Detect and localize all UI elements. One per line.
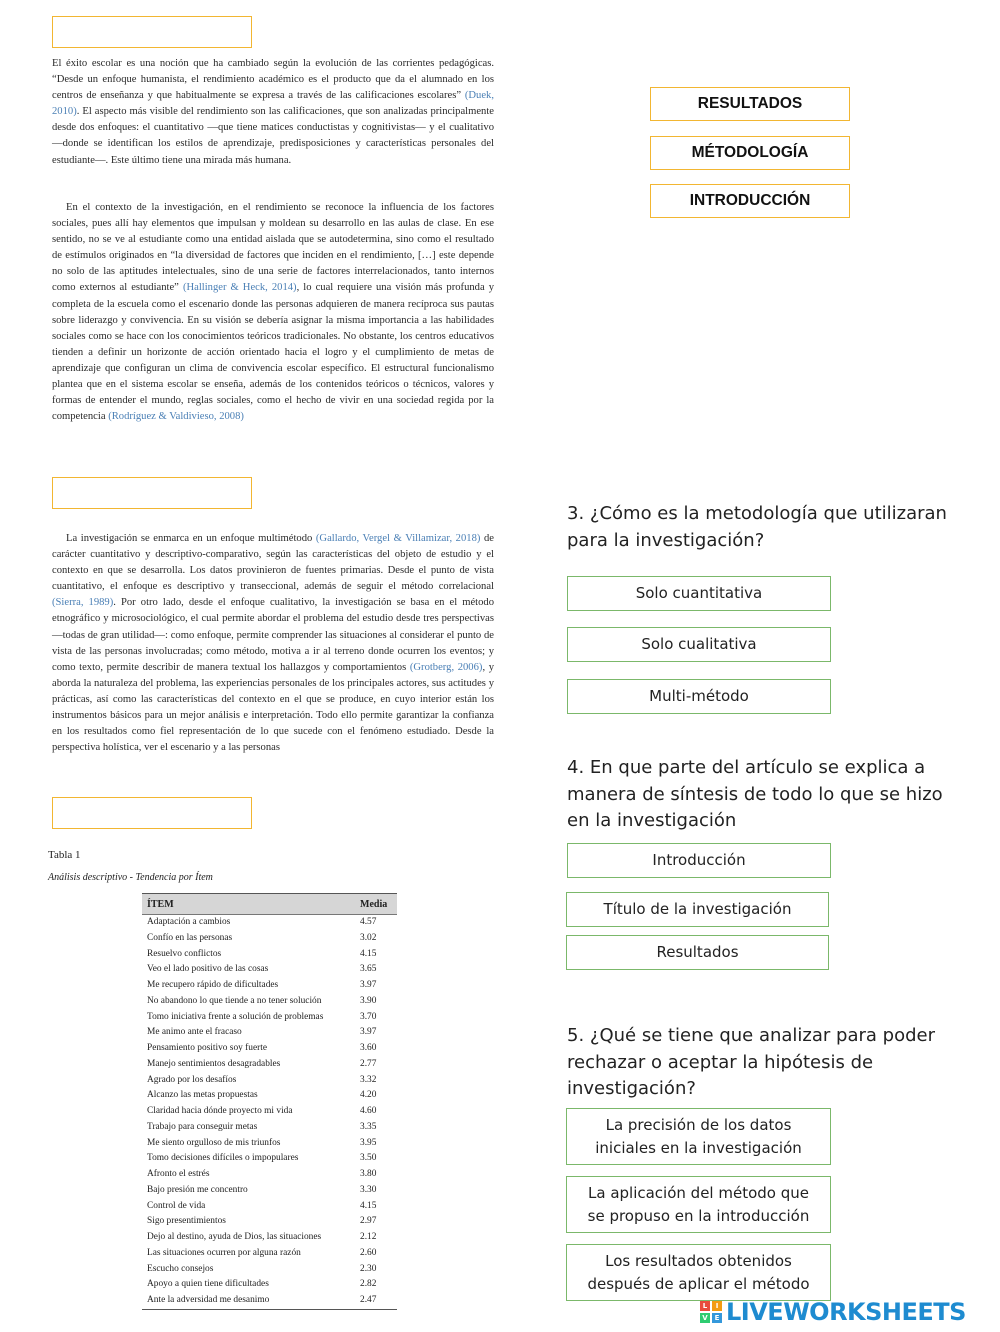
table-row [142,947,397,963]
paragraph-text: de carácter cuantitativo y descriptivo-comparativo, según las características del objeto de estudio y el contexto en que se desarrolla. Los datos provinieron de fuentes primarias. Desde el punto de vista cuantitativo, el enfoque es descriptivo y transeccional, además de seguir el método correlacional [52,533,494,593]
table-row [142,1214,397,1230]
liveworksheets-logo [700,1298,966,1326]
answer-q4-introduccion[interactable]: Introducción [567,843,831,878]
table-cell-media: 3.32 [360,1074,377,1085]
table-cell-item: Me siento orgulloso de mis triunfos [147,1137,281,1148]
table-cell-item: Pensamiento positivo soy fuerte [147,1043,268,1053]
citation: (Sierra, 1989) [52,597,114,609]
table-cell-item: Ante la adversidad me desanimo [142,1293,355,1309]
table-row [142,1167,397,1183]
table-cell-item: Confío en las personas [147,932,233,943]
article-paragraph-2 [52,200,494,425]
table-cell-media: 2.97 [360,1216,377,1227]
table-cell-item: Agrado por los desafíos [147,1074,237,1085]
table-cell-item: Me recupero rápido de dificultades [147,980,279,990]
table-cell-item: Afronto el estrés [147,1169,210,1179]
table-row [142,1010,397,1026]
table-cell-media: 2.60 [360,1247,377,1258]
paragraph-text: La investigación se enmarca en un enfoque multimétodo [66,533,313,544]
table-cell-item: No abandono lo que tiende a no tener solución [147,995,322,1006]
paragraph-text: , lo cual requiere una visión más profunda y completa de la escuela como el escenario donde las personas adquieren de manera recíproca sus pautas sobre liderazgo y convivencia. En su visión se debería asignar la misma importancia a las habilidades sociales como se hace con los conocimientos teóricos tradicionales. No obstante, los centros educativos tienden a definir un horizonte de acción orientado hacia el logro y el cumplimiento de metas de aprendizaje que configuran un clima de convivencia escolar específico. El estructural funcionalismo plantea que en el sistema escolar se enseña, además de los contenidos teóricos o técnicos, valores y formas de entender el mundo, reglas sociales, como el hecho de vivir en una sociedad regida por la competencia [52,282,495,423]
paragraph-text: . Por otro lado, desde el enfoque cualitativo, la investigación se basa en el método etnográfico y microsociológico, el cual permite abordar el problema del estudio desde tres perspectivas —todas de gran utilidad—: como enfoque, permite comprender las situaciones al considerar el punto de vista de las personas involucradas; como método, motiva a ir al terreno donde ocurren los eventos; y como texto, permite describir de manera textual los hallazgos y comportamientos [52,597,494,673]
table-cell-media: 3.97 [360,980,377,990]
table-cell-item: Escucho consejos [147,1263,214,1274]
table-cell-item: Tomo decisiones difíciles o impopulares [147,1153,299,1164]
table-row [142,1293,397,1309]
table-cell-media: 3.30 [360,1184,377,1195]
logo-badge-letter: E [712,1313,722,1323]
answer-q3-solo-cualitativa[interactable]: Solo cualitativa [567,627,831,662]
table-cell-item: Resuelvo conflictos [147,948,222,959]
paragraph-text: . El aspecto más visible del rendimiento son las calificaciones, que son analizadas principalmente desde dos enfoques: el cuantitativo —que tiene matices conductistas y cognitivistas— y el cualitativo —donde se identifican los estilos de aprendizaje, predisposiciones y características personales del estudiante—. Este último tiene una mirada más humana. [52,106,494,166]
logo-badge-letter: V [700,1313,710,1323]
citation: (Duek, 2010) [52,90,494,118]
paragraph-text: , y aborda la naturaleza del problema, las experiencias personales de los principales actores, sus actitudes y prácticas, así como las características del contexto en el que se produce, en cuyo interior están los instrumentos básicos para un mejor análisis e interpretación. Todo ello permite garantizar la confianza en los resultados como fiel representación de lo que sucede con el fenómeno estudiado. Desde la perspectiva holística, ver el escenario y a las personas [52,661,495,754]
table-cell-media: 3.60 [360,1043,377,1053]
table-cell-media: 3.97 [360,1027,377,1038]
table-cell-item: Bajo presión me concentro [147,1184,248,1195]
table-cell-media: 2.12 [360,1232,377,1242]
table-row [142,962,397,978]
answer-q5-precision-datos[interactable]: La precisión de los datos iniciales en la investigación [566,1108,831,1165]
table-row [142,1277,397,1293]
table-cell-item: Adaptación a cambios [147,917,231,927]
table-cell-media: 3.70 [360,1011,377,1022]
logo-text: LIVEWORKSHEETS [726,1298,966,1326]
answer-q5-aplicacion-metodo[interactable]: La aplicación del método que se propuso en la introducción [566,1176,831,1233]
citation: (Gallardo, Vergel & Villamizar, 2018) [315,533,481,544]
table-row [142,1025,397,1041]
table-row [142,1246,397,1262]
drop-box-section-1[interactable] [52,16,252,48]
table-cell-item: Claridad hacia dónde proyecto mi vida [147,1106,293,1116]
answer-q3-solo-cuantitativa[interactable]: Solo cuantitativa [567,576,831,611]
question-4: 4. En que parte del artículo se explica a manera de síntesis de todo lo que se hizo en la investigación [567,757,943,831]
table-header-row [142,894,397,915]
table-row [142,931,397,947]
table-cell-media: 2.47 [355,1293,397,1309]
logo-badge-icon [700,1301,722,1323]
table-cell-media: 4.20 [360,1090,377,1101]
table-row [142,1151,397,1167]
option-resultados[interactable]: RESULTADOS [650,87,850,121]
table-header-item: ÍTEM [142,894,355,915]
table-cell-item: Control de vida [147,1200,206,1211]
table-cell-item: Sigo presentimientos [147,1216,226,1227]
logo-badge-letter: L [700,1301,710,1311]
table-cell-media: 4.15 [360,1200,377,1211]
table-cell-media: 3.65 [360,964,377,975]
table-row [142,1041,397,1057]
table-row [142,1057,397,1073]
table-cell-item: Me animo ante el fracaso [147,1027,242,1038]
table-row [142,1088,397,1104]
table-cell-media: 4.57 [360,917,377,927]
table-title: Tabla 1 [48,849,81,861]
table-cell-item: Dejo al destino, ayuda de Dios, las situaciones [147,1232,322,1242]
table-cell-media: 3.90 [360,995,377,1006]
table-row [142,1199,397,1215]
article-paragraph-1 [52,56,494,169]
citation: (Rodríguez & Valdivieso, 2008) [108,411,244,423]
table-cell-item: Apoyo a quien tiene dificultades [147,1279,269,1290]
table-row [142,978,397,994]
table-header-media: Media [355,894,397,915]
table-cell-item: Trabajo para conseguir metas [147,1121,258,1132]
logo-badge-letter: I [712,1301,722,1311]
table-cell-item: Veo el lado positivo de las cosas [147,964,269,975]
table-row [142,1073,397,1089]
table-row [142,915,397,931]
answer-q5-resultados-obtenidos[interactable]: Los resultados obtenidos después de aplicar el método [566,1244,831,1301]
article-paragraph-3 [52,531,494,756]
table-cell-item: Alcanzo las metas propuestas [147,1090,258,1101]
question-3: 3. ¿Cómo es la metodología que utilizaran para la investigación? [567,503,947,551]
citation: (Hallinger & Heck, 2014) [182,282,297,294]
descriptive-table [142,893,397,1310]
table-cell-media: 2.82 [360,1279,377,1290]
option-metodologia[interactable]: MÉTODOLOGÍA [650,136,850,170]
table-row [142,1230,397,1246]
table-cell-media: 2.77 [360,1058,377,1069]
table-cell-media: 4.15 [360,948,377,959]
question-5: 5. ¿Qué se tiene que analizar para poder rechazar o aceptar la hipótesis de investigación? [567,1025,935,1099]
table-cell-media: 4.60 [360,1106,377,1116]
table-row [142,1262,397,1278]
table-cell-media: 2.30 [360,1263,377,1274]
table-subtitle: Análisis descriptivo - Tendencia por Ítem [48,872,213,883]
answer-q4-resultados[interactable]: Resultados [566,935,829,970]
table-cell-media: 3.80 [360,1169,377,1179]
table-cell-item: Manejo sentimientos desagradables [147,1058,281,1069]
table-row [142,1183,397,1199]
citation: (Grotberg, 2006) [409,661,483,673]
table-row [142,1120,397,1136]
table-cell-item: Las situaciones ocurren por alguna razón [147,1247,301,1258]
option-introduccion[interactable]: INTRODUCCIÓN [650,184,850,218]
paragraph-text: El éxito escolar es una noción que ha cambiado según la evolución de las corrientes pedagógicas. “Desde un enfoque humanista, el rendimiento académico es el producto que da el alumnado en los centros de enseñanza y que habitualmente se expresa a través de las calificaciones escolares” [52,58,494,102]
answer-q4-titulo[interactable]: Título de la investigación [566,892,829,927]
table-row [142,1136,397,1152]
answer-q3-multi-metodo[interactable]: Multi-método [567,679,831,714]
table-cell-media: 3.95 [360,1137,377,1148]
table-cell-media: 3.35 [360,1121,377,1132]
paragraph-text: En el contexto de la investigación, en el rendimiento se reconoce la influencia de los factores sociales, pues allí hay elementos que impulsan y moldean su desarrollo en las aulas de clase. En ese sentido, no se ve al estudiante como una entidad aislada que se autodetermina, sino como el resultado de estímulos originados en “la diversidad de factores que inciden en el rendimiento, […] este depende no solo de las aptitudes intelectuales, sino de una serie de factores interrelacionados, tanto internos como externos al estudiante” [52,202,494,294]
drop-box-section-3[interactable] [52,797,252,829]
table-body [142,915,397,1310]
table-row [142,994,397,1010]
table-cell-media: 3.50 [360,1153,377,1164]
table-cell-media: 3.02 [360,932,377,943]
table-row [142,1104,397,1120]
table-cell-item: Tomo iniciativa frente a solución de problemas [147,1011,324,1022]
drop-box-section-2[interactable] [52,477,252,509]
